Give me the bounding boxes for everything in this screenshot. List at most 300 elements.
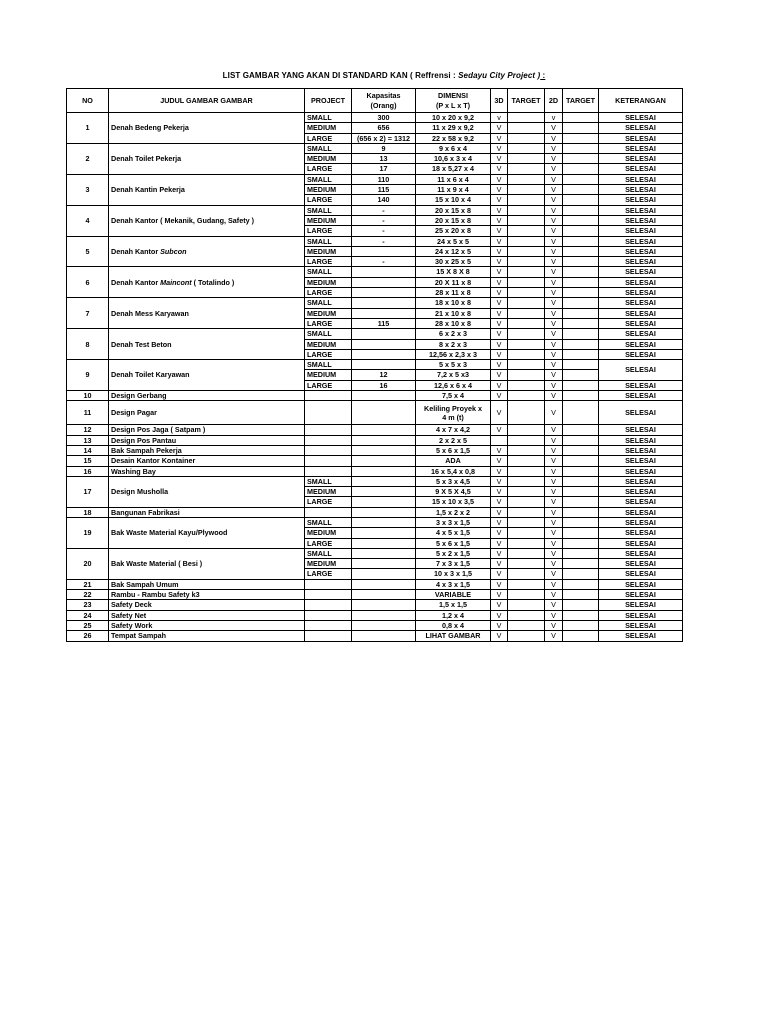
dimensi-value: 22 x 58 x 9,2 <box>416 133 491 143</box>
target-2d <box>563 370 599 380</box>
item-title: Design Pagar <box>109 401 305 425</box>
target-2d <box>563 569 599 579</box>
item-number: 4 <box>67 205 109 236</box>
kapasitas-value <box>352 517 416 527</box>
check-3d: V <box>491 391 508 401</box>
check-2d: V <box>545 435 563 445</box>
target-3d <box>508 246 545 256</box>
target-3d <box>508 425 545 435</box>
kapasitas-value <box>352 277 416 287</box>
check-2d: V <box>545 277 563 287</box>
target-2d <box>563 236 599 246</box>
item-title: Denah Kantor ( Mekanik, Gudang, Safety ) <box>109 205 305 236</box>
project-size: SMALL <box>305 113 352 123</box>
check-2d: V <box>545 318 563 328</box>
dimensi-value: Keliling Proyek x 4 m (t) <box>416 401 491 425</box>
keterangan-value: SELESAI <box>599 215 683 225</box>
dimensi-value: 5 x 6 x 1,5 <box>416 538 491 548</box>
item-number: 2 <box>67 143 109 174</box>
target-3d <box>508 497 545 507</box>
check-2d: V <box>545 380 563 390</box>
dimensi-value: 20 X 11 x 8 <box>416 277 491 287</box>
target-2d <box>563 391 599 401</box>
check-3d <box>491 435 508 445</box>
dimensi-value: 7 x 3 x 1,5 <box>416 559 491 569</box>
keterangan-value: SELESAI <box>599 143 683 153</box>
target-2d <box>563 339 599 349</box>
target-2d <box>563 497 599 507</box>
keterangan-value: SELESAI <box>599 548 683 558</box>
target-2d <box>563 579 599 589</box>
target-3d <box>508 236 545 246</box>
check-2d: V <box>545 298 563 308</box>
check-3d: V <box>491 370 508 380</box>
dimensi-value: 20 x 15 x 8 <box>416 205 491 215</box>
target-2d <box>563 185 599 195</box>
dimensi-value: 10 x 20 x 9,2 <box>416 113 491 123</box>
target-3d <box>508 360 545 370</box>
check-3d: V <box>491 548 508 558</box>
check-2d: V <box>545 329 563 339</box>
check-2d: V <box>545 349 563 359</box>
item-title: Desain Kantor Kontainer <box>109 456 305 466</box>
project-size: MEDIUM <box>305 215 352 225</box>
check-3d: V <box>491 215 508 225</box>
kapasitas-value <box>352 339 416 349</box>
project-size: MEDIUM <box>305 559 352 569</box>
target-2d <box>563 425 599 435</box>
project-size: SMALL <box>305 329 352 339</box>
keterangan-value: SELESAI <box>599 507 683 517</box>
target-3d <box>508 277 545 287</box>
target-3d <box>508 528 545 538</box>
item-number: 26 <box>67 631 109 641</box>
target-3d <box>508 401 545 425</box>
check-2d: V <box>545 226 563 236</box>
check-3d: V <box>491 517 508 527</box>
target-2d <box>563 154 599 164</box>
target-3d <box>508 507 545 517</box>
check-3d: V <box>491 528 508 538</box>
dimensi-value: 2 x 2 x 5 <box>416 435 491 445</box>
check-2d: V <box>545 174 563 184</box>
dimensi-value: 7,2 x 5 x3 <box>416 370 491 380</box>
keterangan-value: SELESAI <box>599 487 683 497</box>
check-2d: V <box>545 517 563 527</box>
header-keterangan: KETERANGAN <box>599 89 683 113</box>
keterangan-value: SELESAI <box>599 174 683 184</box>
keterangan-value: SELESAI <box>599 257 683 267</box>
project-size: SMALL <box>305 143 352 153</box>
target-2d <box>563 528 599 538</box>
target-3d <box>508 329 545 339</box>
target-3d <box>508 174 545 184</box>
target-3d <box>508 631 545 641</box>
check-3d: V <box>491 226 508 236</box>
table-row <box>67 548 683 558</box>
kapasitas-value: 300 <box>352 113 416 123</box>
dimensi-value: 1,2 x 4 <box>416 610 491 620</box>
item-number: 18 <box>67 507 109 517</box>
check-2d: V <box>545 401 563 425</box>
kapasitas-value <box>352 435 416 445</box>
dimensi-value: 12,6 x 6 x 4 <box>416 380 491 390</box>
item-number: 17 <box>67 476 109 507</box>
target-3d <box>508 195 545 205</box>
table-row <box>67 476 683 486</box>
project-size: LARGE <box>305 133 352 143</box>
table-row <box>67 631 683 641</box>
kapasitas-value <box>352 497 416 507</box>
check-2d: V <box>545 445 563 455</box>
table-row <box>67 360 683 370</box>
check-3d: V <box>491 631 508 641</box>
keterangan-value: SELESAI <box>599 425 683 435</box>
target-3d <box>508 487 545 497</box>
project-size <box>305 435 352 445</box>
kapasitas-value <box>352 466 416 476</box>
check-2d: V <box>545 466 563 476</box>
target-2d <box>563 174 599 184</box>
kapasitas-value <box>352 631 416 641</box>
kapasitas-value <box>352 559 416 569</box>
target-3d <box>508 226 545 236</box>
check-3d: V <box>491 360 508 370</box>
dimensi-value: 5 x 2 x 1,5 <box>416 548 491 558</box>
target-3d <box>508 298 545 308</box>
project-size: SMALL <box>305 298 352 308</box>
item-title: Bak Sampah Pekerja <box>109 445 305 455</box>
dimensi-value: 15 X 8 X 8 <box>416 267 491 277</box>
item-number: 13 <box>67 435 109 445</box>
target-3d <box>508 185 545 195</box>
kapasitas-value <box>352 288 416 298</box>
kapasitas-value <box>352 590 416 600</box>
target-2d <box>563 164 599 174</box>
keterangan-value: SELESAI <box>599 277 683 287</box>
target-3d <box>508 370 545 380</box>
check-3d: V <box>491 466 508 476</box>
check-2d: V <box>545 236 563 246</box>
table-row <box>67 391 683 401</box>
dimensi-value: 25 x 20 x 8 <box>416 226 491 236</box>
check-2d: V <box>545 456 563 466</box>
check-2d: V <box>545 123 563 133</box>
kapasitas-value <box>352 579 416 589</box>
target-3d <box>508 380 545 390</box>
keterangan-value: SELESAI <box>599 195 683 205</box>
kapasitas-value: 13 <box>352 154 416 164</box>
check-3d: V <box>491 620 508 630</box>
keterangan-value: SELESAI <box>599 600 683 610</box>
kapasitas-value: 17 <box>352 164 416 174</box>
check-3d: V <box>491 339 508 349</box>
target-2d <box>563 487 599 497</box>
header-no: NO <box>67 89 109 113</box>
keterangan-value: SELESAI <box>599 349 683 359</box>
target-2d <box>563 631 599 641</box>
target-2d <box>563 401 599 425</box>
keterangan-value: SELESAI <box>599 185 683 195</box>
kapasitas-value: - <box>352 236 416 246</box>
item-title: Bak Sampah Umum <box>109 579 305 589</box>
check-3d: V <box>491 267 508 277</box>
item-title: Bangunan Fabrikasi <box>109 507 305 517</box>
project-size: MEDIUM <box>305 370 352 380</box>
kapasitas-value <box>352 476 416 486</box>
dimensi-value: 0,8 x 4 <box>416 620 491 630</box>
keterangan-value: SELESAI <box>599 205 683 215</box>
target-2d <box>563 298 599 308</box>
keterangan-value: SELESAI <box>599 435 683 445</box>
project-size <box>305 610 352 620</box>
kapasitas-value <box>352 425 416 435</box>
item-title: Design Musholla <box>109 476 305 507</box>
target-2d <box>563 380 599 390</box>
target-2d <box>563 257 599 267</box>
keterangan-value: SELESAI <box>599 123 683 133</box>
keterangan-value: SELESAI <box>599 476 683 486</box>
dimensi-value: 15 x 10 x 4 <box>416 195 491 205</box>
project-size <box>305 401 352 425</box>
item-number: 20 <box>67 548 109 579</box>
target-2d <box>563 548 599 558</box>
check-3d: V <box>491 174 508 184</box>
check-2d: V <box>545 620 563 630</box>
item-number: 16 <box>67 466 109 476</box>
check-2d: V <box>545 215 563 225</box>
target-3d <box>508 215 545 225</box>
check-3d: V <box>491 308 508 318</box>
header-target-3d: TARGET <box>508 89 545 113</box>
project-size: LARGE <box>305 380 352 390</box>
target-3d <box>508 123 545 133</box>
target-2d <box>563 318 599 328</box>
dimensi-value: 11 x 6 x 4 <box>416 174 491 184</box>
target-2d <box>563 559 599 569</box>
target-2d <box>563 456 599 466</box>
table-row <box>67 401 683 425</box>
kapasitas-value: - <box>352 205 416 215</box>
target-2d <box>563 267 599 277</box>
target-3d <box>508 445 545 455</box>
target-2d <box>563 435 599 445</box>
dimensi-value: 1,5 x 2 x 2 <box>416 507 491 517</box>
table-row <box>67 174 683 184</box>
item-title: Safety Deck <box>109 600 305 610</box>
check-3d: V <box>491 445 508 455</box>
kapasitas-value: 115 <box>352 185 416 195</box>
project-size: LARGE <box>305 569 352 579</box>
dimensi-value: 6 x 2 x 3 <box>416 329 491 339</box>
target-3d <box>508 288 545 298</box>
check-2d: V <box>545 631 563 641</box>
keterangan-value: SELESAI <box>599 497 683 507</box>
dimensi-value: 4 x 3 x 1,5 <box>416 579 491 589</box>
target-2d <box>563 517 599 527</box>
check-3d: V <box>491 195 508 205</box>
target-3d <box>508 154 545 164</box>
header-row <box>67 89 683 113</box>
dimensi-value: 5 x 5 x 3 <box>416 360 491 370</box>
check-3d: V <box>491 425 508 435</box>
check-3d: V <box>491 329 508 339</box>
check-2d: V <box>545 257 563 267</box>
project-size <box>305 600 352 610</box>
keterangan-value: SELESAI <box>599 360 683 381</box>
table-row <box>67 143 683 153</box>
header-3d: 3D <box>491 89 508 113</box>
header-2d: 2D <box>545 89 563 113</box>
check-2d: V <box>545 425 563 435</box>
item-number: 10 <box>67 391 109 401</box>
item-title: Denah Toilet Pekerja <box>109 143 305 174</box>
kapasitas-value <box>352 610 416 620</box>
kapasitas-value: 140 <box>352 195 416 205</box>
check-3d: V <box>491 349 508 359</box>
project-size: LARGE <box>305 288 352 298</box>
keterangan-value: SELESAI <box>599 267 683 277</box>
target-2d <box>563 133 599 143</box>
target-2d <box>563 215 599 225</box>
check-3d: V <box>491 133 508 143</box>
table-row <box>67 456 683 466</box>
table-row <box>67 267 683 277</box>
item-number: 8 <box>67 329 109 360</box>
check-2d: V <box>545 476 563 486</box>
check-2d: V <box>545 600 563 610</box>
target-2d <box>563 620 599 630</box>
kapasitas-value <box>352 401 416 425</box>
kapasitas-value <box>352 569 416 579</box>
item-number: 11 <box>67 401 109 425</box>
check-3d: V <box>491 288 508 298</box>
dimensi-value: 5 x 6 x 1,5 <box>416 445 491 455</box>
target-2d <box>563 288 599 298</box>
dimensi-value: 12,56 x 2,3 x 3 <box>416 349 491 359</box>
project-size <box>305 507 352 517</box>
keterangan-value: SELESAI <box>599 154 683 164</box>
target-3d <box>508 600 545 610</box>
project-size: SMALL <box>305 205 352 215</box>
dimensi-value: 11 x 29 x 9,2 <box>416 123 491 133</box>
item-title: Tempat Sampah <box>109 631 305 641</box>
check-3d: v <box>491 113 508 123</box>
project-size: LARGE <box>305 257 352 267</box>
dimensi-value: 8 x 2 x 3 <box>416 339 491 349</box>
target-3d <box>508 308 545 318</box>
kapasitas-value <box>352 528 416 538</box>
check-2d: V <box>545 339 563 349</box>
project-size <box>305 579 352 589</box>
keterangan-value: SELESAI <box>599 298 683 308</box>
dimensi-value: 24 x 12 x 5 <box>416 246 491 256</box>
keterangan-value: SELESAI <box>599 401 683 425</box>
keterangan-value: SELESAI <box>599 288 683 298</box>
target-2d <box>563 205 599 215</box>
check-2d: V <box>545 528 563 538</box>
kapasitas-value <box>352 487 416 497</box>
keterangan-value: SELESAI <box>599 466 683 476</box>
check-2d: V <box>545 143 563 153</box>
project-size <box>305 590 352 600</box>
dimensi-value: VARIABLE <box>416 590 491 600</box>
kapasitas-value <box>352 456 416 466</box>
target-3d <box>508 559 545 569</box>
item-title: Bak Waste Material Kayu/Plywood <box>109 517 305 548</box>
check-2d: V <box>545 154 563 164</box>
keterangan-value: SELESAI <box>599 538 683 548</box>
keterangan-value: SELESAI <box>599 164 683 174</box>
kapasitas-value <box>352 308 416 318</box>
keterangan-value: SELESAI <box>599 456 683 466</box>
kapasitas-value <box>352 507 416 517</box>
keterangan-value: SELESAI <box>599 236 683 246</box>
kapasitas-value <box>352 360 416 370</box>
project-size <box>305 620 352 630</box>
check-2d: V <box>545 308 563 318</box>
target-2d <box>563 308 599 318</box>
keterangan-value: SELESAI <box>599 226 683 236</box>
check-2d: V <box>545 497 563 507</box>
keterangan-value: SELESAI <box>599 391 683 401</box>
check-3d: V <box>491 487 508 497</box>
kapasitas-value: 16 <box>352 380 416 390</box>
table-row <box>67 517 683 527</box>
target-2d <box>563 123 599 133</box>
item-title: Denah Kantin Pekerja <box>109 174 305 205</box>
keterangan-value: SELESAI <box>599 528 683 538</box>
kapasitas-value <box>352 548 416 558</box>
check-3d: V <box>491 476 508 486</box>
target-2d <box>563 538 599 548</box>
table-row <box>67 507 683 517</box>
target-3d <box>508 476 545 486</box>
kapasitas-value <box>352 391 416 401</box>
header-judul: JUDUL GAMBAR GAMBAR <box>109 89 305 113</box>
check-2d: V <box>545 267 563 277</box>
dimensi-value: 24 x 5 x 5 <box>416 236 491 246</box>
dimensi-value: 18 x 10 x 8 <box>416 298 491 308</box>
check-3d: V <box>491 559 508 569</box>
title-reference: Sedayu City Project ) <box>458 71 541 80</box>
project-size: LARGE <box>305 164 352 174</box>
dimensi-value: 9 x 6 x 4 <box>416 143 491 153</box>
project-size <box>305 445 352 455</box>
project-size: SMALL <box>305 236 352 246</box>
check-3d: V <box>491 246 508 256</box>
check-3d: V <box>491 610 508 620</box>
item-title: Design Gerbang <box>109 391 305 401</box>
dimensi-value: ADA <box>416 456 491 466</box>
check-2d: V <box>545 507 563 517</box>
target-2d <box>563 226 599 236</box>
project-size: MEDIUM <box>305 277 352 287</box>
item-number: 7 <box>67 298 109 329</box>
document-title: LIST GAMBAR YANG AKAN DI STANDARD KAN ( Reffrensi : Sedayu City Project ) : <box>222 71 546 80</box>
kapasitas-value <box>352 349 416 359</box>
target-3d <box>508 257 545 267</box>
header-dimensi: DIMENSI (P x L x T) <box>416 89 491 113</box>
project-size: SMALL <box>305 476 352 486</box>
project-size: MEDIUM <box>305 339 352 349</box>
kapasitas-value <box>352 538 416 548</box>
dimensi-value: 7,5 x 4 <box>416 391 491 401</box>
target-3d <box>508 113 545 123</box>
item-number: 1 <box>67 113 109 144</box>
keterangan-value: SELESAI <box>599 559 683 569</box>
target-2d <box>563 246 599 256</box>
